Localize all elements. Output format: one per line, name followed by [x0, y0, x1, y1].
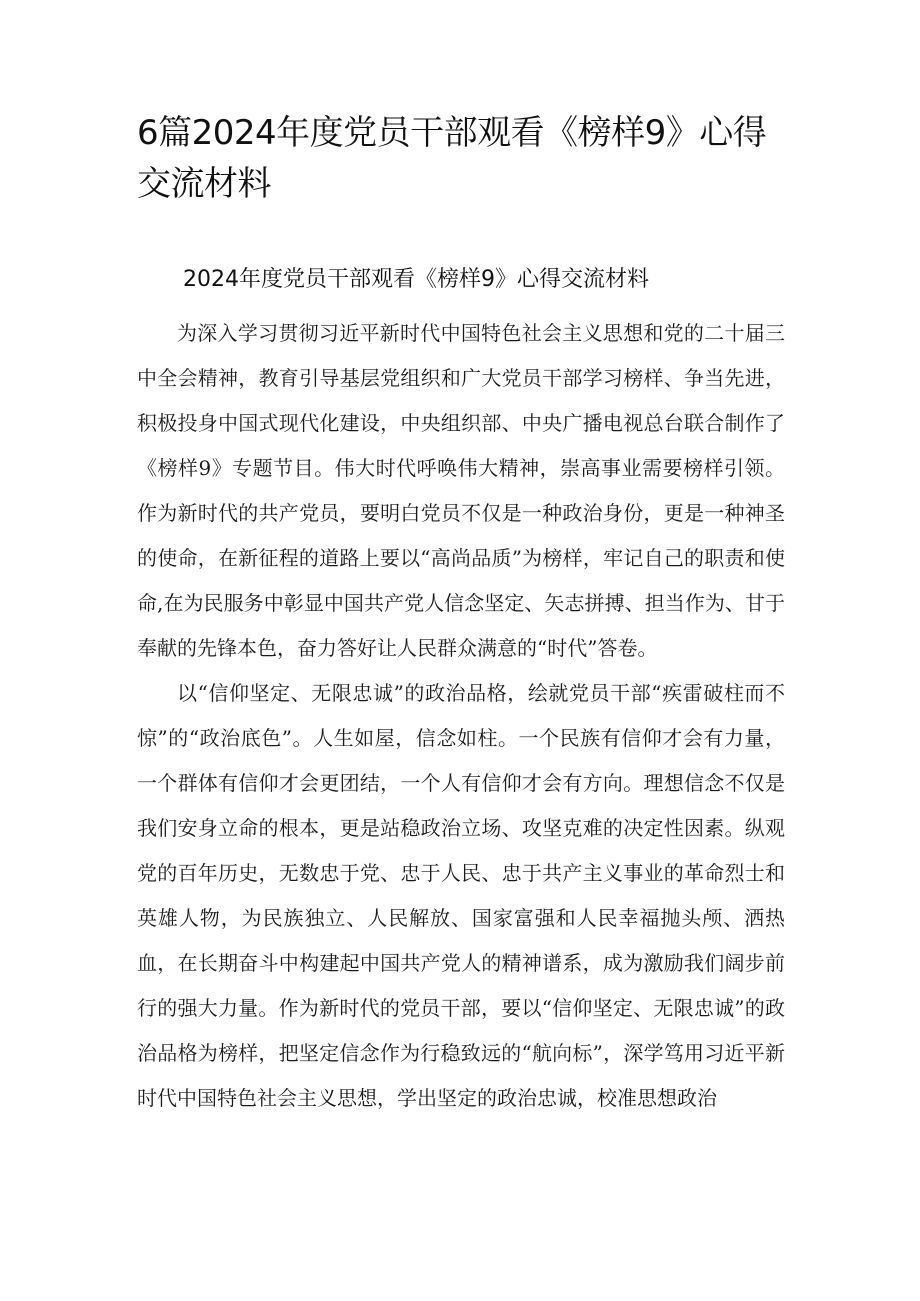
document-title: 6篇2024年度党员干部观看《榜样9》心得交流材料 — [137, 113, 767, 204]
body-text — [137, 311, 785, 1121]
paragraph-political-character: 以“信仰坚定、无限忠诚”的政治品格，绘就党员干部“疾雷破柱而不惊”的“政治底色”。人生如屋，信念如柱。一个民族有信仰才会有力量，一个群体有信仰才会更团结，一个人有信仰才会有方向。理想信念不仅是我们安身立命的根本，更是站稳政治立场、攻坚克难的决定性因素。纵观党的百年历史，无数忠于党、忠于人民、忠于共产主义事业的革命烈士和英雄人物，为民族独立、人民解放、国家富强和人民幸福抛头颅、洒热血，在长期奋斗中构建起中国共产党人的精神谱系，成为激励我们阔步前行的强大力量。作为新时代的党员干部，要以“信仰坚定、无限忠诚”的政治品格为榜样，把坚定信念作为行稳致远的“航向标”，深学笃用习近平新时代中国特色社会主义思想，学出坚定的政治忠诚，校准思想政治 — [137, 681, 785, 1110]
paragraph-intro: 为深入学习贯彻习近平新时代中国特色社会主义思想和党的二十届三中全会精神，教育引导基层党组织和广大党员干部学习榜样、争当先进，积极投身中国式现代化建设，中央组织部、中央广播电视总台联合制作了《榜样9》专题节目。伟大时代呼唤伟大精神，崇高事业需要榜样引领。作为新时代的共产党员，要明白党员不仅是一种政治身份，更是一种神圣的使命，在新征程的道路上要以“高尚品质”为榜样，牢记自己的职责和使命,在为民服务中彰显中国共产党人信念坚定、矢志拼搏、担当作为、甘于奉献的先锋本色，奋力答好让人民群众满意的“时代”答卷。 — [137, 321, 785, 660]
section-subtitle: 2024年度党员干部观看《榜样9》心得交流材料 — [183, 267, 649, 292]
